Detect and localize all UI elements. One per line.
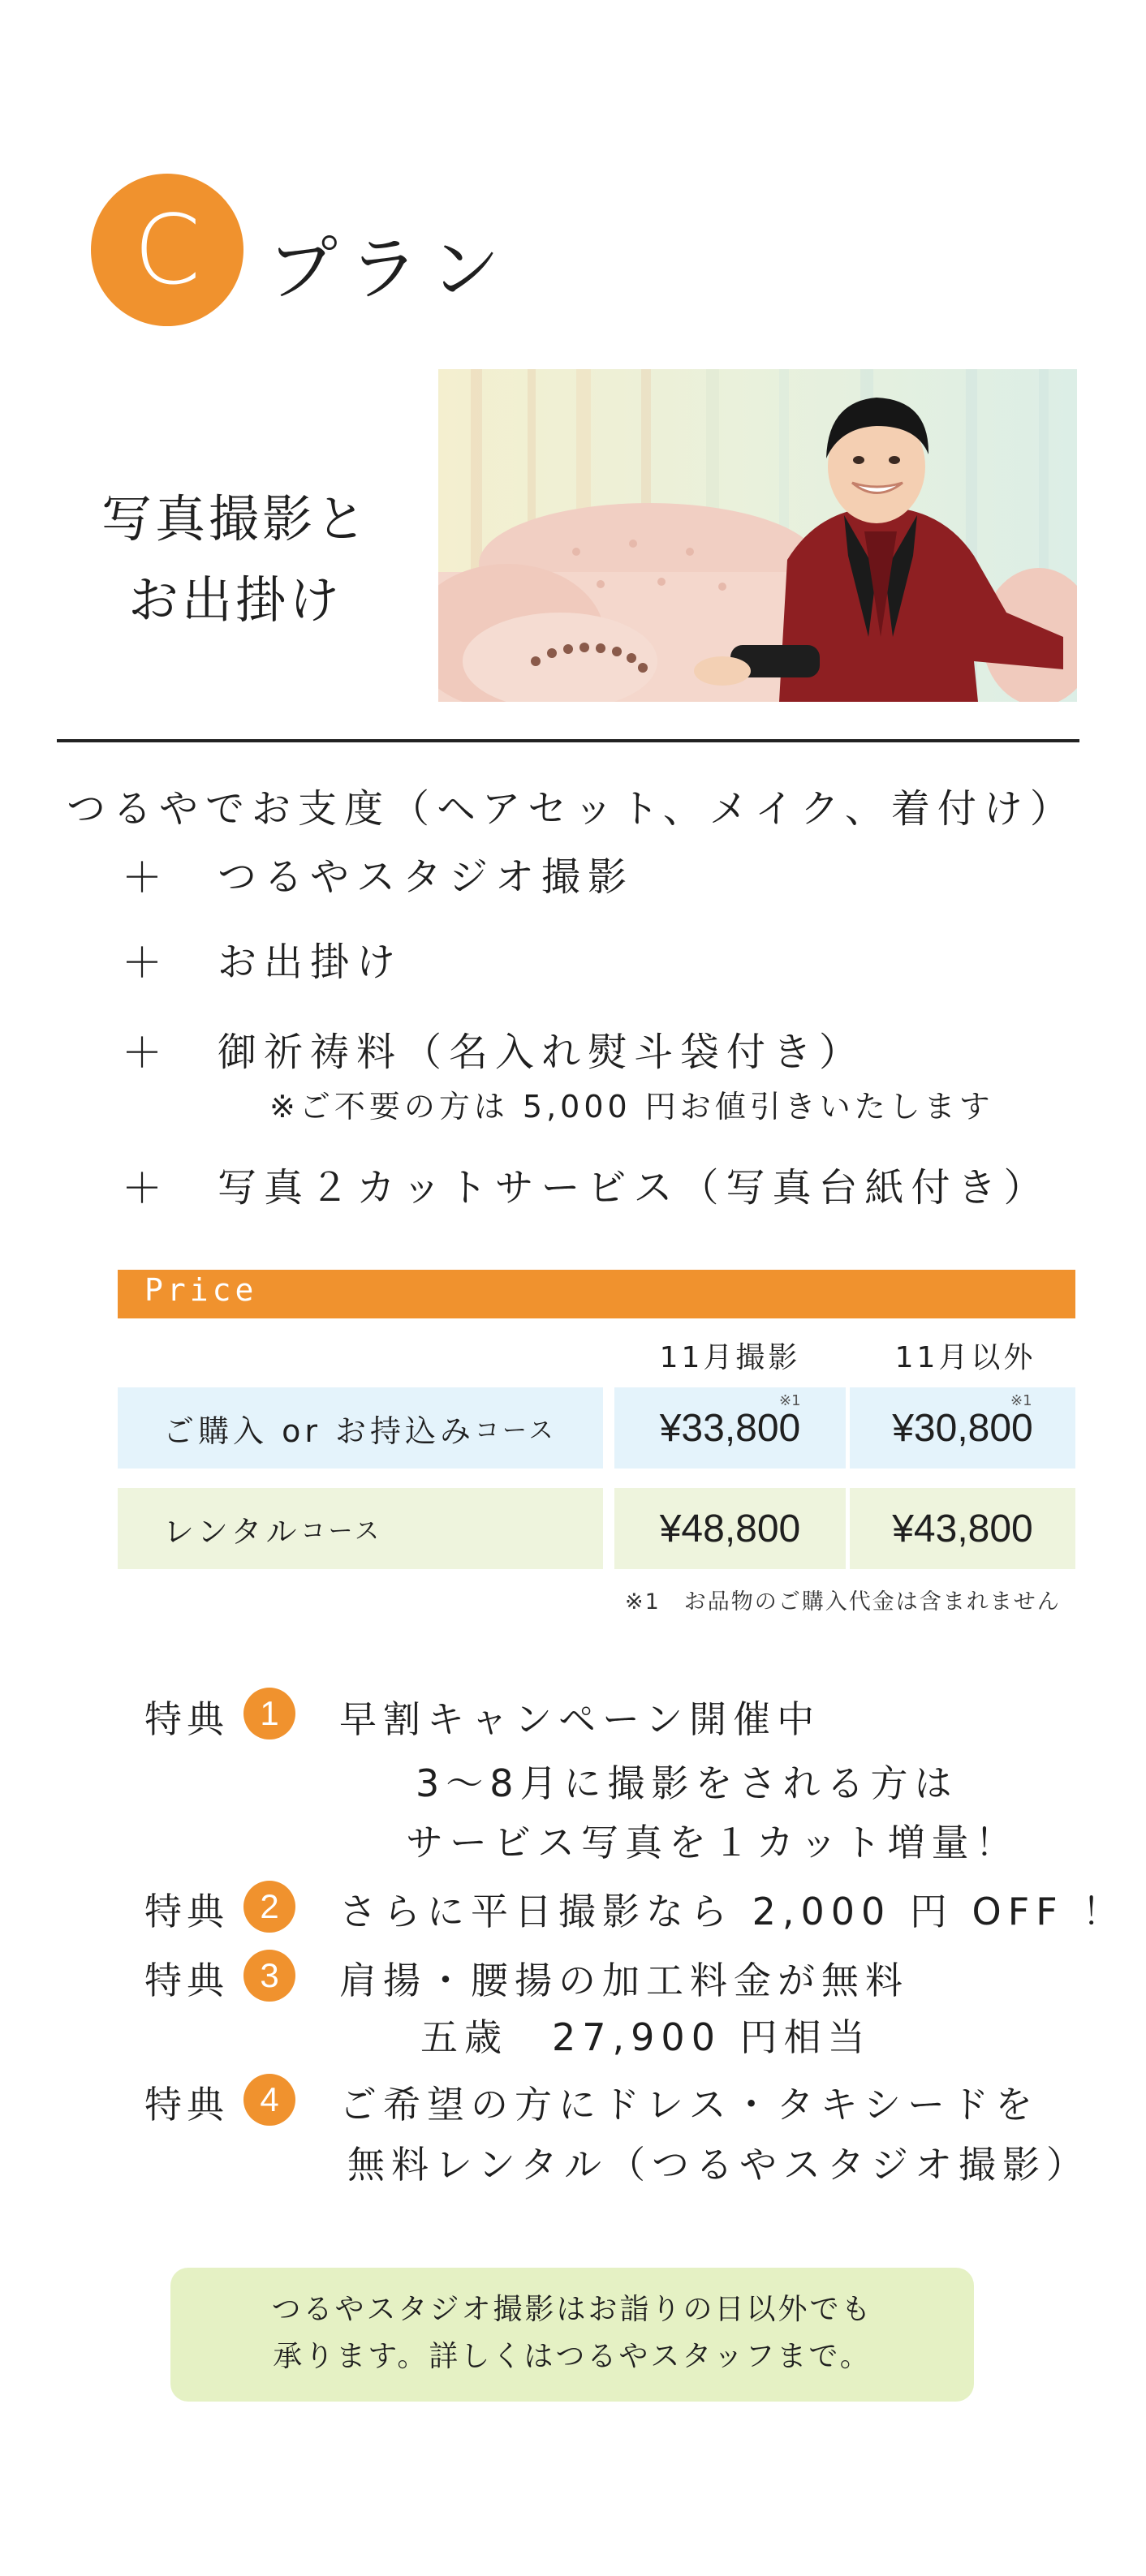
prayer-fee-note: ※ご不要の方は 5,000 円お値引きいたします [269, 1089, 994, 1125]
benefit-number-icon: 3 [243, 1950, 295, 2002]
benefit-1-line1: 早割キャンペーン開催中 [339, 1697, 821, 1741]
plus-icon: ＋ [122, 1165, 162, 1212]
plus-icon: ＋ [122, 854, 162, 901]
price-footnote: ※1 お品物のご購入代金は含まれません [625, 1589, 1061, 1615]
intro-line: つるやでお支度（ヘアセット、メイク、着付け） [67, 786, 1076, 832]
benefit-4-line1: ご希望の方にドレス・タキシードを [339, 2083, 1040, 2127]
notice-line1: つるやスタジオ撮影はお詣りの日以外でも [271, 2293, 873, 2326]
benefit-3-line1: 肩揚・腰揚の加工料金が無料 [339, 1959, 909, 2002]
benefit-4-line2: 無料レンタル（つるやスタジオ撮影） [347, 2143, 1091, 2187]
price-label: Price [144, 1272, 258, 1308]
price-value: ¥43,800 [892, 1507, 1033, 1550]
plan-title: プラン [268, 229, 511, 310]
benefit-number-icon: 2 [243, 1881, 295, 1933]
plan-letter: C [133, 194, 201, 306]
benefit-number-icon: 1 [243, 1688, 295, 1740]
plus-icon: ＋ [122, 940, 162, 987]
hero-photo [438, 369, 1077, 702]
price-value: ¥33,800 [659, 1406, 801, 1450]
item-outing: お出掛け [218, 940, 403, 985]
hero-title-line2: お出掛け [127, 570, 343, 630]
benefit-1-line3: サービス写真を１カット増量！ [406, 1821, 1019, 1864]
benefit-1-line2: 3～8月に撮影をされる方は [416, 1761, 959, 1805]
price-rental-november [614, 1488, 846, 1569]
course-suffix: コース [300, 1517, 383, 1546]
course-purchase-name: ご購入 or お持込み [163, 1413, 476, 1449]
benefit-number-icon: 4 [243, 2074, 295, 2126]
price-header-bar [118, 1270, 1075, 1318]
price-purchase-november [614, 1387, 846, 1469]
item-studio-shoot: つるやスタジオ撮影 [218, 854, 635, 900]
hero-title-line1: 写真撮影と [101, 489, 369, 548]
benefit-3-line2: 五歳 27,900 円相当 [420, 2015, 872, 2059]
course-suffix: コース [475, 1417, 557, 1445]
price-rental-other [850, 1488, 1075, 1569]
price-value: ¥48,800 [659, 1507, 801, 1550]
hero-title [73, 479, 398, 641]
course-purchase [118, 1387, 603, 1469]
course-rental [118, 1488, 603, 1569]
col-header-november: 11月撮影 [659, 1341, 801, 1374]
hero-photo-illustration [438, 369, 1077, 702]
footnote-mark: ※1 [1010, 1392, 1032, 1409]
item-photo-service: 写真２カットサービス（写真台紙付き） [218, 1165, 1050, 1211]
notice-text [170, 2286, 974, 2380]
benefit-2-line1: さらに平日撮影なら 2,000 円 OFF ！ [339, 1890, 1127, 1933]
section-divider [57, 739, 1079, 742]
item-prayer-fee: 御祈祷料（名入れ熨斗袋付き） [218, 1030, 866, 1075]
plus-icon: ＋ [122, 1030, 162, 1077]
benefit-label: 特典 [144, 1959, 229, 2002]
benefit-label: 特典 [144, 1697, 229, 1741]
benefit-label: 特典 [144, 1890, 229, 1933]
price-value: ¥30,800 [892, 1406, 1033, 1450]
footnote-mark: ※1 [779, 1392, 801, 1409]
benefit-label: 特典 [144, 2083, 229, 2127]
col-header-other-months: 11月以外 [894, 1341, 1036, 1374]
price-purchase-other [850, 1387, 1075, 1469]
notice-line2: 承ります。詳しくはつるやスタッフまで。 [273, 2340, 872, 2373]
course-rental-name: レンタル [163, 1513, 301, 1550]
